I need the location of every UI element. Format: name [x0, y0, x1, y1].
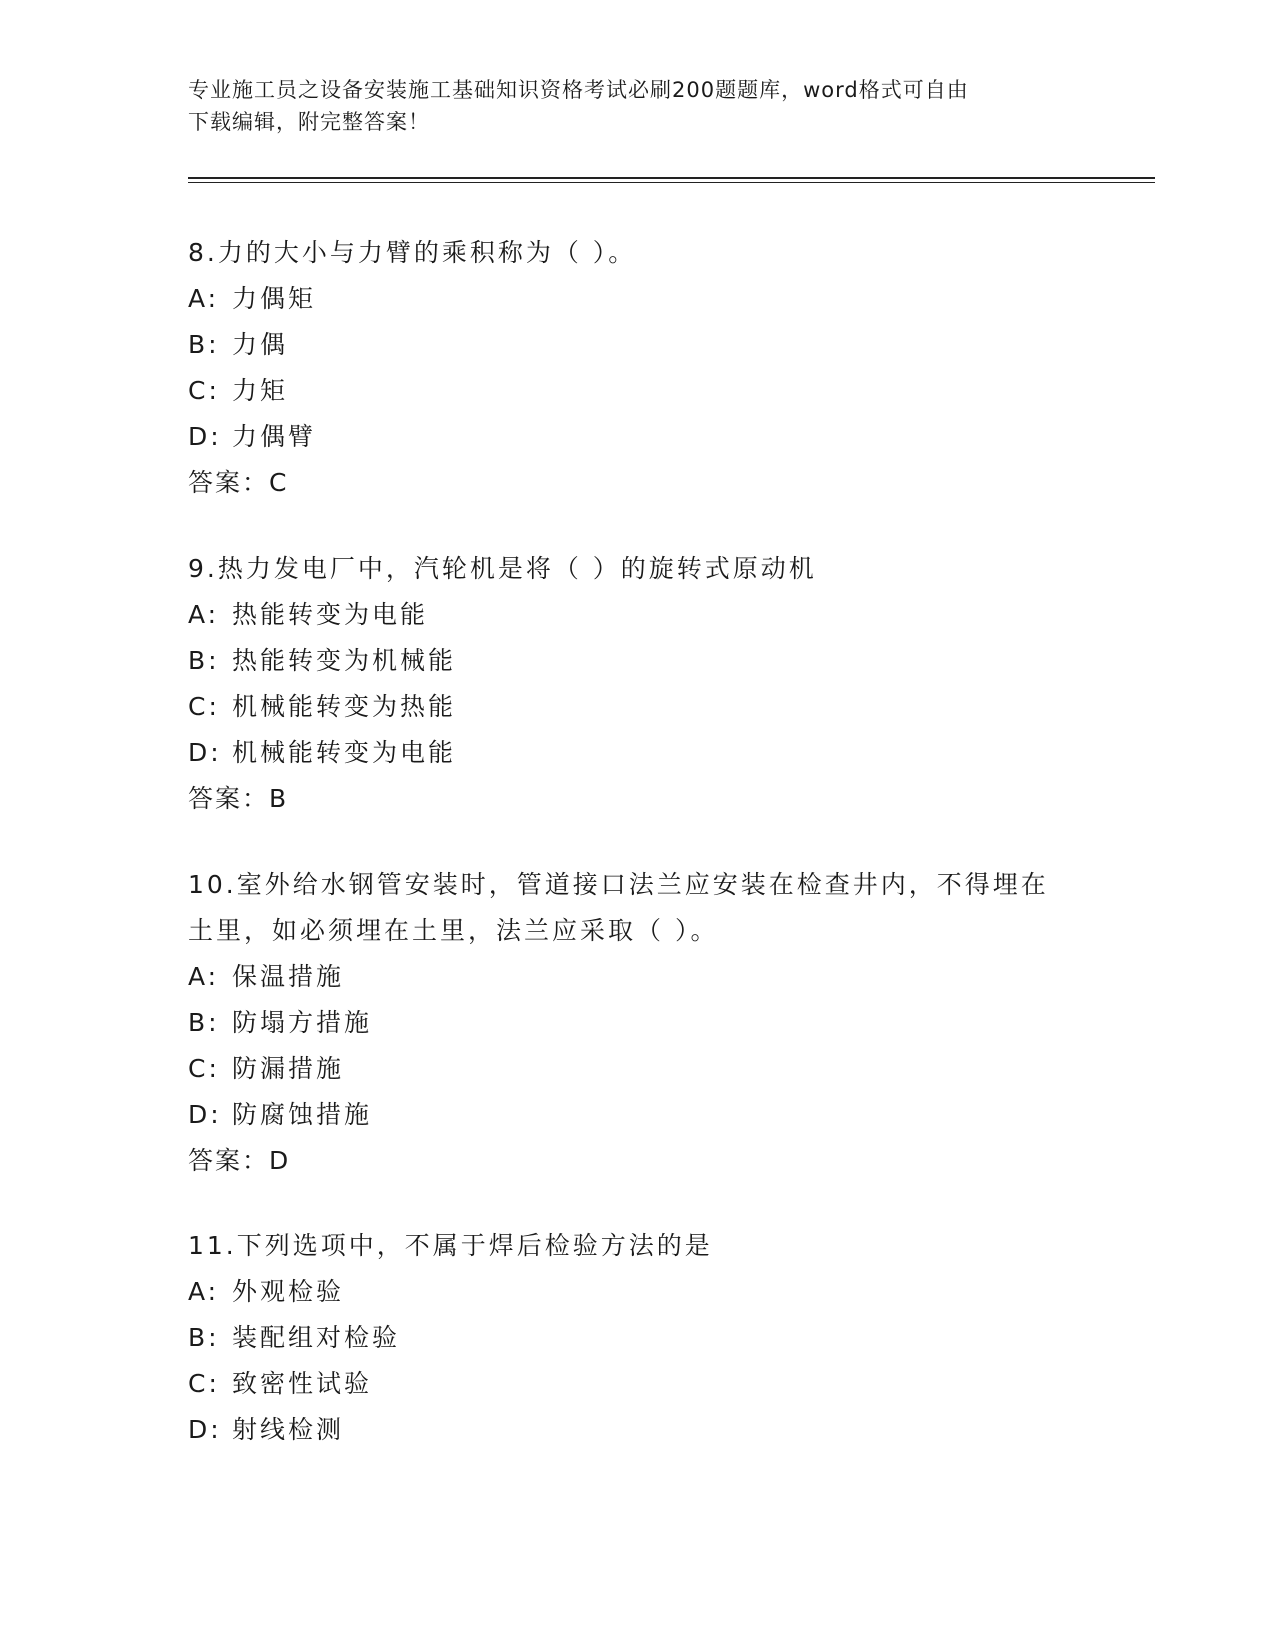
option-letter: A: [188, 600, 220, 629]
option-text: 装配组对检验 [232, 1323, 401, 1352]
option-c [188, 684, 1088, 730]
option-b [188, 1315, 1088, 1361]
option-b [188, 1000, 1088, 1046]
option-text: 致密性试验 [232, 1369, 373, 1398]
option-text: 外观检验 [232, 1277, 345, 1306]
option-c [188, 1046, 1088, 1092]
answer-line: 答案：C [188, 468, 289, 497]
option-d [188, 1092, 1088, 1138]
option-letter: D: [188, 738, 222, 767]
option-text: 力偶臂 [232, 422, 317, 451]
question-stem: 11.下列选项中，不属于焊后检验方法的是 [188, 1231, 713, 1260]
option-letter: D: [188, 1415, 222, 1444]
option-letter: A: [188, 284, 220, 313]
option-letter: C: [188, 1054, 220, 1083]
option-a [188, 954, 1088, 1000]
question-stem: 9.热力发电厂中，汽轮机是将（ ）的旋转式原动机 [188, 554, 817, 583]
document-header [188, 74, 1068, 138]
option-a [188, 1269, 1088, 1315]
option-a [188, 276, 1088, 322]
header-line-1: 专业施工员之设备安装施工基础知识资格考试必刷200题题库，word格式可自由 [188, 78, 969, 102]
option-letter: B: [188, 1323, 220, 1352]
option-text: 热能转变为电能 [232, 600, 429, 629]
option-text: 热能转变为机械能 [232, 646, 457, 675]
answer-line: 答案：B [188, 784, 289, 813]
option-letter: D: [188, 1100, 222, 1129]
question-stem-line-2: 土里，如必须埋在土里，法兰应采取（ ）。 [188, 916, 719, 945]
question-11 [188, 1223, 1088, 1453]
option-letter: C: [188, 692, 220, 721]
option-b [188, 322, 1088, 368]
question-stem-line-1: 10.室外给水钢管安装时，管道接口法兰应安装在检查井内，不得埋在 [188, 870, 1049, 899]
option-text: 射线检测 [232, 1415, 345, 1444]
option-b [188, 638, 1088, 684]
question-10 [188, 862, 1088, 1184]
option-d [188, 730, 1088, 776]
option-letter: B: [188, 646, 220, 675]
option-text: 力偶 [232, 330, 289, 359]
option-text: 防漏措施 [232, 1054, 345, 1083]
question-stem: 8.力的大小与力臂的乘积称为（ ）。 [188, 238, 637, 267]
question-9 [188, 546, 1088, 822]
question-8 [188, 230, 1088, 506]
option-text: 力偶矩 [232, 284, 317, 313]
option-text: 机械能转变为电能 [232, 738, 457, 767]
option-c [188, 368, 1088, 414]
option-text: 机械能转变为热能 [232, 692, 457, 721]
option-a [188, 592, 1088, 638]
option-letter: C: [188, 376, 220, 405]
answer-line: 答案：D [188, 1146, 291, 1175]
option-text: 保温措施 [232, 962, 345, 991]
option-text: 防塌方措施 [232, 1008, 373, 1037]
option-letter: A: [188, 1277, 220, 1306]
header-divider-thick [188, 177, 1155, 179]
option-text: 防腐蚀措施 [232, 1100, 373, 1129]
option-text: 力矩 [232, 376, 289, 405]
option-d [188, 1407, 1088, 1453]
option-letter: C: [188, 1369, 220, 1398]
option-letter: A: [188, 962, 220, 991]
option-d [188, 414, 1088, 460]
option-letter: B: [188, 1008, 220, 1037]
option-letter: B: [188, 330, 220, 359]
header-divider-thin [188, 182, 1155, 183]
option-letter: D: [188, 422, 222, 451]
option-c [188, 1361, 1088, 1407]
header-line-2: 下载编辑，附完整答案！ [188, 110, 430, 134]
